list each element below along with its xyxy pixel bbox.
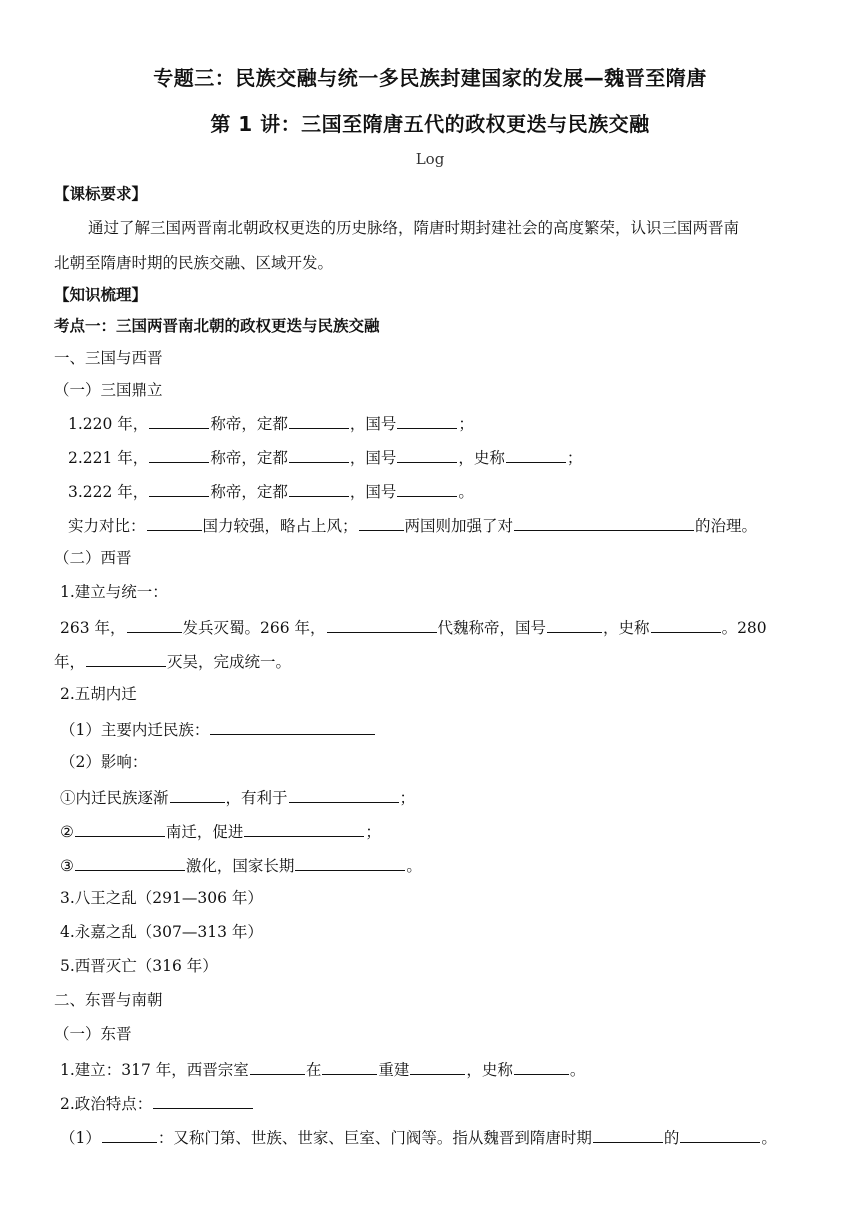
answer-blank[interactable] <box>75 820 165 837</box>
answer-blank[interactable] <box>514 1058 569 1075</box>
answer-blank[interactable] <box>327 616 437 633</box>
answer-blank[interactable] <box>86 650 166 667</box>
answer-blank[interactable] <box>149 446 209 463</box>
build-heading: 1.建立与统一： <box>60 583 168 601</box>
answer-blank[interactable] <box>593 1126 663 1143</box>
answer-blank[interactable] <box>410 1058 465 1075</box>
item-280: 年， 灭吴，完成统一。 <box>54 650 291 672</box>
political-features: 2.政治特点： <box>60 1092 254 1114</box>
answer-blank[interactable] <box>514 514 694 531</box>
eastern-jin-founding: 1.建立：317 年，西晋宗室 在 重建 ，史称 。 <box>60 1058 585 1080</box>
wuhu-heading: 2.五胡内迁 <box>60 685 137 703</box>
eight-princes: 3.八王之乱（291—306 年） <box>60 889 263 907</box>
answer-blank[interactable] <box>397 446 457 463</box>
impact-2: ② 南迁，促进 ； <box>60 820 381 842</box>
curriculum-text-line2: 北朝至隋唐时期的民族交融、区域开发。 <box>54 254 334 272</box>
answer-blank[interactable] <box>289 446 349 463</box>
item-221: 2.221 年， 称帝，定都 ，国号 ，史称 ； <box>68 446 582 468</box>
impact-1: ①内迁民族逐渐 ，有利于 ； <box>60 786 415 808</box>
item-220: 1.220 年， 称帝，定都 ，国号 ； <box>68 412 474 434</box>
logo-text: Log <box>415 150 445 168</box>
curriculum-text-line1: 通过了解三国两晋南北朝政权更迭的历史脉络，隋唐时期封建社会的高度繁荣，认识三国两晋南 <box>88 219 740 237</box>
answer-blank[interactable] <box>102 1126 157 1143</box>
answer-blank[interactable] <box>149 480 209 497</box>
answer-blank[interactable] <box>651 616 721 633</box>
section-2-heading: 二、东晋与南朝 <box>54 991 163 1009</box>
answer-blank[interactable] <box>397 480 457 497</box>
answer-blank[interactable] <box>149 412 209 429</box>
yongjia-disaster: 4.永嘉之乱（307—313 年） <box>60 923 263 941</box>
answer-blank[interactable] <box>295 854 405 871</box>
answer-blank[interactable] <box>75 854 185 871</box>
section-1-heading: 一、三国与西晋 <box>54 349 163 367</box>
answer-blank[interactable] <box>397 412 457 429</box>
answer-blank[interactable] <box>289 786 399 803</box>
subsection-western-jin: （二）西晋 <box>54 549 132 567</box>
answer-blank[interactable] <box>170 786 225 803</box>
exam-point-1: 考点一：三国两晋南北朝的政权更迭与民族交融 <box>54 317 380 335</box>
power-comparison: 实力对比： 国力较强，略占上风； 两国则加强了对 的治理。 <box>68 514 757 536</box>
answer-blank[interactable] <box>250 1058 305 1075</box>
answer-blank[interactable] <box>289 480 349 497</box>
knowledge-heading: 【知识梳理】 <box>54 286 148 304</box>
answer-blank[interactable] <box>322 1058 377 1075</box>
answer-blank[interactable] <box>289 412 349 429</box>
western-jin-fall: 5.西晋灭亡（316 年） <box>60 957 218 975</box>
answer-blank[interactable] <box>359 514 404 531</box>
gentry-definition: （1） ：又称门第、世族、世家、巨室、门阀等。指从魏晋到隋唐时期 的 。 <box>60 1126 777 1148</box>
answer-blank[interactable] <box>147 514 202 531</box>
lecture-title: 第 1 讲：三国至隋唐五代的政权更迭与民族交融 <box>210 112 650 136</box>
impact-heading: （2）影响： <box>60 753 148 771</box>
impact-3: ③ 激化，国家长期 。 <box>60 854 422 876</box>
item-263: 263 年， 发兵灭蜀。266 年， 代魏称帝，国号 ，史称 。280 <box>60 616 767 638</box>
item-222: 3.222 年， 称帝，定都 ，国号 。 <box>68 480 474 502</box>
curriculum-heading: 【课标要求】 <box>54 185 148 203</box>
answer-blank[interactable] <box>153 1092 253 1109</box>
answer-blank[interactable] <box>244 820 364 837</box>
topic-title: 专题三：民族交融与统一多民族封建国家的发展—魏晋至隋唐 <box>153 66 707 90</box>
answer-blank[interactable] <box>127 616 182 633</box>
answer-blank[interactable] <box>680 1126 760 1143</box>
subsection-eastern-jin: （一）东晋 <box>54 1025 132 1043</box>
answer-blank[interactable] <box>210 718 375 735</box>
answer-blank[interactable] <box>547 616 602 633</box>
main-ethnic-groups: （1）主要内迁民族： <box>60 718 376 740</box>
answer-blank[interactable] <box>506 446 566 463</box>
subsection-three-kingdoms: （一）三国鼎立 <box>54 381 163 399</box>
